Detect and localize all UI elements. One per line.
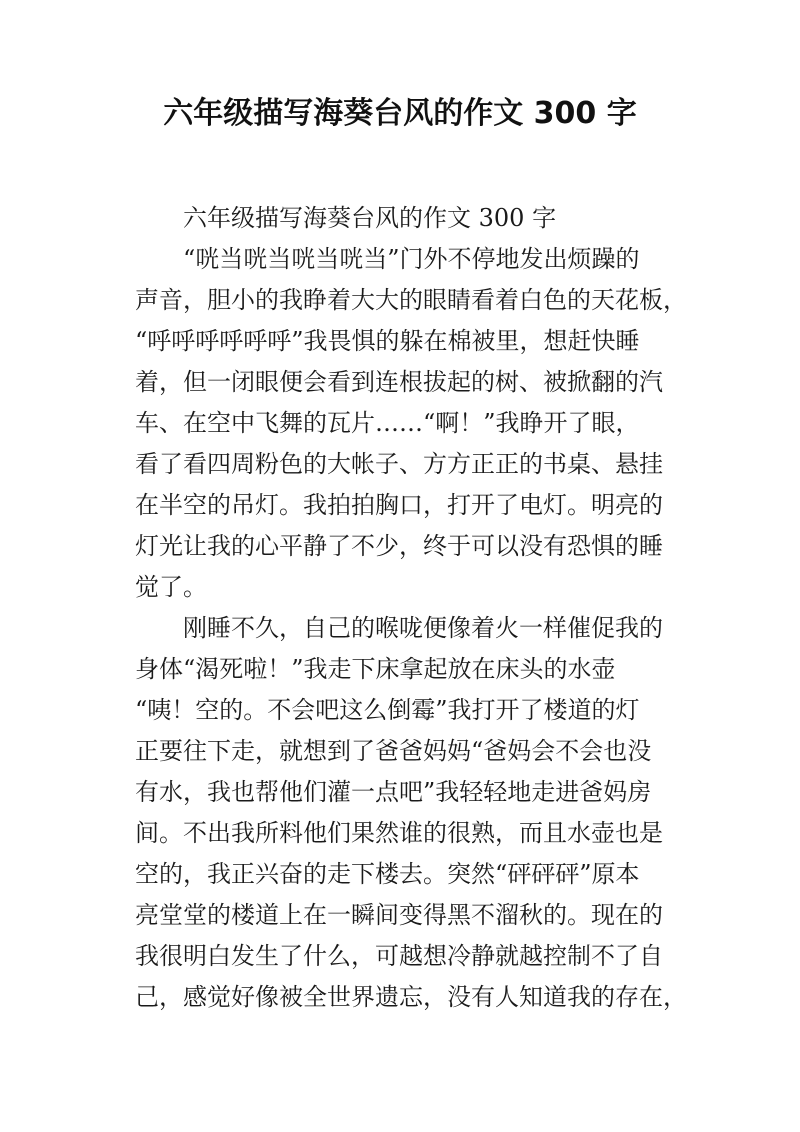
text-line: 有水，我也帮他们灌一点吧”我轻轻地走进爸妈房 (135, 778, 652, 806)
text-line: 我很明白发生了什么，可越想冷静就越控制不了自 (135, 942, 663, 970)
text-line: 声音，胆小的我睁着大大的眼睛看着白色的天花板， (135, 286, 687, 314)
text-line: 灯光让我的心平静了不少，终于可以没有恐惧的睡 (135, 532, 663, 560)
text-line: “咣当咣当咣当咣当”门外不停地发出烦躁的 (183, 245, 640, 273)
text-line: 间。不出我所料他们果然谁的很熟，而且水壶也是 (135, 819, 663, 847)
text-line: 着，但一闭眼便会看到连根拔起的树、被掀翻的汽 (135, 368, 663, 396)
text-line: 六年级描写海葵台风的作文 300 字 (183, 204, 557, 232)
paragraph-2 (135, 608, 687, 1018)
paragraph-1 (135, 239, 687, 608)
text-line: 看了看四周粉色的大帐子、方方正正的书桌、悬挂 (135, 450, 663, 478)
text-line: “咦！空的。不会吧这么倒霉”我打开了楼道的灯 (135, 696, 640, 724)
text-line: 觉了。 (135, 573, 207, 601)
text-line: 正要往下走，就想到了爸爸妈妈“爸妈会不会也没 (135, 737, 652, 765)
text-line: 亮堂堂的楼道上在一瞬间变得黑不溜秋的。现在的 (135, 901, 663, 929)
text-line: 身体“渴死啦！”我走下床拿起放在床头的水壶 (135, 655, 616, 683)
text-line: 刚睡不久，自己的喉咙便像着火一样催促我的 (183, 614, 663, 642)
text-line: 己，感觉好像被全世界遗忘，没有人知道我的存在， (135, 983, 687, 1011)
document-body (135, 198, 687, 1018)
text-line: “呼呼呼呼呼呼”我畏惧的躲在棉被里，想赶快睡 (135, 327, 640, 355)
text-line: 在半空的吊灯。我拍拍胸口，打开了电灯。明亮的 (135, 491, 663, 519)
text-line: 空的，我正兴奋的走下楼去。突然“砰砰砰”原本 (135, 860, 640, 888)
document-title: 六年级描写海葵台风的作文 300 字 (163, 96, 637, 131)
paragraph-subtitle (135, 198, 675, 239)
text-line: 车、在空中飞舞的瓦片……“啊！”我睁开了眼， (135, 409, 640, 437)
